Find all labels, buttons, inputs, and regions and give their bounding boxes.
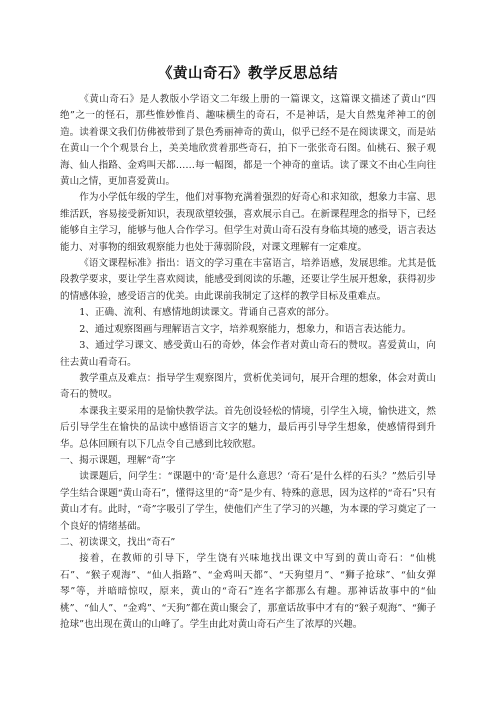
paragraph: 本课我主要采用的是愉快教学法。首先创设轻松的情境，引学生入境，愉快进文，然后引导学生在愉快的品读中感悟语言文字的魅力，最后再引导学生想象，使感情得到升华。总体回顾有以下几点令自己感到比较欣慰。	[60, 405, 436, 450]
paragraph: 接着，在教师的引导下，学生饶有兴味地找出课文中写到的黄山奇石：“仙桃石”、“猴子观海”、“仙人指路”、“金鸡叫天都”、“天狗望月”、“狮子抢球”、“仙女弹琴”等，并暗暗惊叹，原来，黄山的“奇石”连名字都那么有趣。那神话故事中的“仙桃”、“仙人”、“金鸡”、“天狗”都在黄山聚会了，那童话故事中才有的“猴子观海”、“狮子抢球”也出现在黄山的山峰了。学生由此对黄山奇石产生了浓厚的兴趣。	[60, 553, 436, 630]
section-heading: 二、初读课文，找出“奇石”	[60, 536, 176, 548]
paragraph: 《语文课程标准》指出：语文的学习重在丰富语言，培养语感，发展思维。尤其是低段教学要求，要让学生喜欢阅读，能感受到阅读的乐趣，还要让学生展开想象，获得初步的情感体验，感受语言的优美。由此课前我制定了这样的教学目标及重难点。	[60, 258, 436, 302]
paragraph: 3、通过学习课文、感受黄山石的奇妙，体会作者对黄山奇石的赞叹。喜爱黄山，向往去黄山看奇石。	[60, 340, 436, 368]
paragraph: 作为小学低年级的学生，他们对事物充满着强烈的好奇心和求知欲，想象力丰富、思维活跃，容易接受新知识，表现欲望较强，喜欢展示自己。在新课程理念的指导下，已经能够自主学习，能够与他人合作学习。但学生对黄山奇石没有身临其境的感受，语言表达能力、对事物的细致观察能力也处于薄弱阶段，对课文理解有一定难度。	[60, 192, 436, 253]
paragraph: 1、正确、流利、有感情地朗读课文。背诵自己喜欢的部分。	[79, 307, 335, 319]
paragraph: 《黄山奇石》是人教版小学语文二年级上册的一篇课文，这篇课文描述了黄山“四绝”之一的怪石，那些惟妙惟肖、趣味横生的奇石，不是神话，是大自然鬼斧神工的创造。读着课文我们仿佛被带到了景色秀丽神奇的黄山，似乎已经不是在阅读课文，而是站在黄山一个个观景台上，美美地欣赏着那些奇石，拍下一张张奇石图。仙桃石、猴子观海、仙人指路、金鸡叫天都……每一幅图，都是一个神奇的童话。读了课文不由心生向往黄山之情，更加喜爱黄山。	[60, 94, 436, 188]
paragraph: 读课题后，问学生：“课题中的‘奇’是什么意思？‘奇石’是什么样的石头？”然后引导学生结合课题“黄山奇石”，懂得这里的“奇”是少有、特殊的意思，因为这样的“奇石”只有黄山才有。此时，“奇”字吸引了学生，使他们产生了学习的兴趣，为本课的学习奠定了一个良好的情绪基础。	[60, 471, 436, 532]
document-title: 《黄山奇石》教学反思总结	[158, 65, 338, 82]
paragraph: 教学重点及难点：指导学生观察图片，赏析优美词句，展开合理的想象，体会对黄山奇石的赞叹。	[60, 372, 436, 401]
section-heading: 一、揭示课题，理解“奇”字	[60, 454, 176, 466]
document-body	[60, 92, 436, 633]
paragraph: 2、通过观察图画与理解语言文字，培养观察能力，想象力，和语言表达能力。	[79, 323, 412, 335]
